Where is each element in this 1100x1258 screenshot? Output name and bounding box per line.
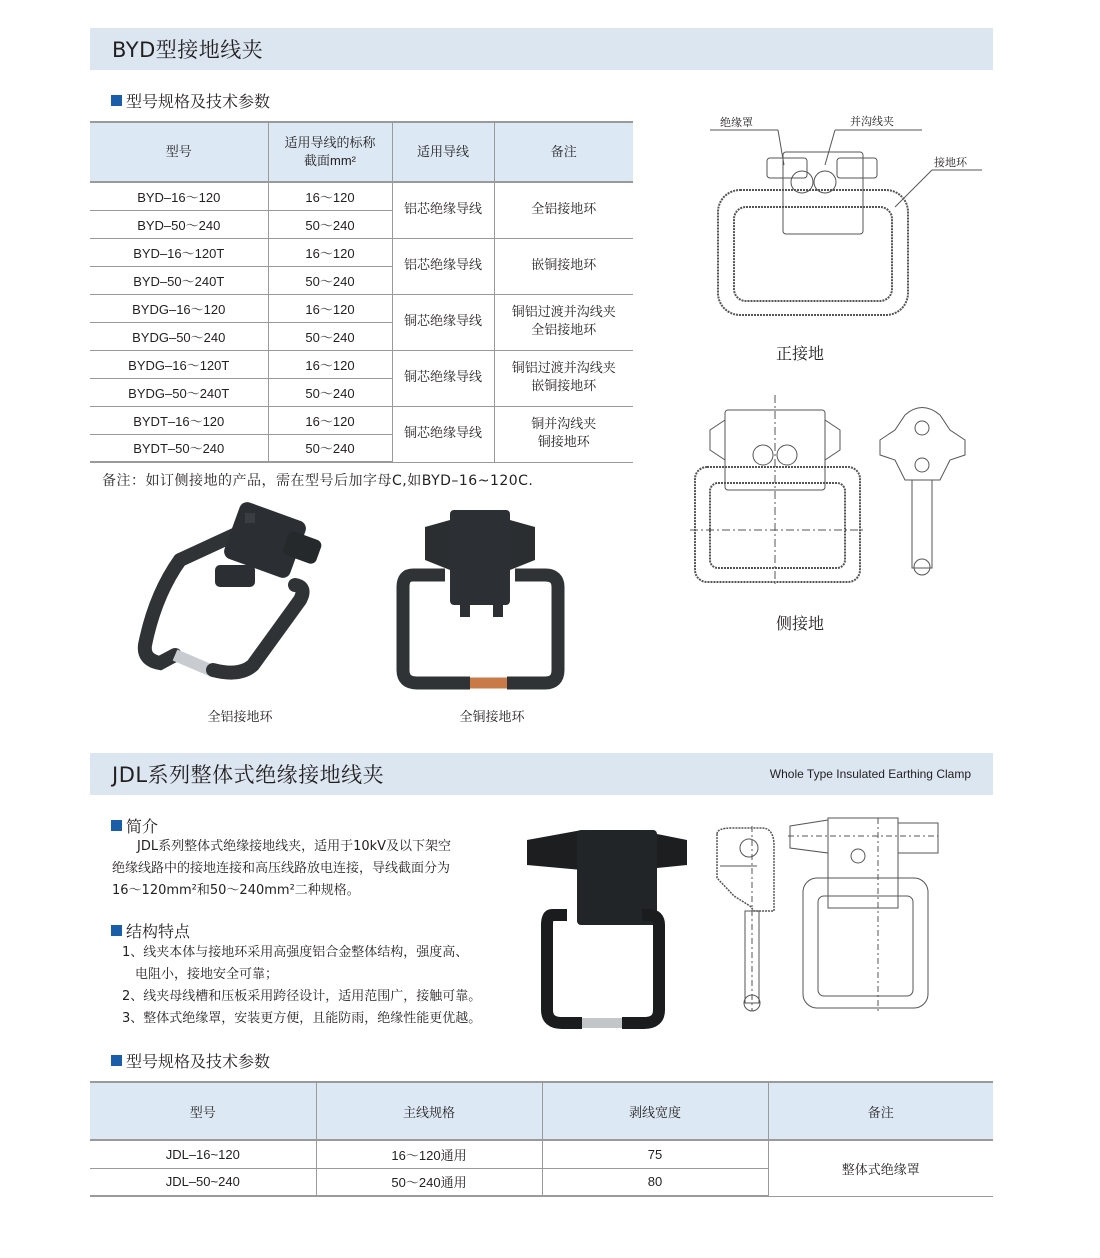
col-header-main-spec: 主线规格 bbox=[316, 1082, 542, 1140]
cell-model: BYDG–50～240T bbox=[90, 378, 268, 406]
remark-line: 嵌铜接地环 bbox=[531, 379, 597, 394]
table-row bbox=[90, 406, 633, 434]
cell-section: 16～120 bbox=[268, 182, 392, 210]
col-header-remark: 备注 bbox=[768, 1082, 993, 1140]
clamp-photo-icon bbox=[145, 500, 323, 673]
cell-model: BYD–16～120 bbox=[90, 182, 268, 210]
jdl-features-heading bbox=[111, 919, 190, 942]
cell-remark bbox=[494, 182, 633, 238]
cell-section: 50～240 bbox=[268, 210, 392, 238]
table-row bbox=[90, 350, 633, 378]
cell-section: 16～120 bbox=[268, 406, 392, 434]
cell-conductor: 铝芯绝缘导线 bbox=[392, 238, 494, 294]
feature-line: 电阻小，接地安全可靠； bbox=[135, 967, 279, 982]
cell-model: BYDG–50～240 bbox=[90, 322, 268, 350]
front-grounding-diagram bbox=[700, 120, 990, 330]
cell-conductor: 铝芯绝缘导线 bbox=[392, 182, 494, 238]
jdl-intro-heading bbox=[111, 814, 158, 837]
cell-section: 16～120 bbox=[268, 238, 392, 266]
cell-conductor: 铜芯绝缘导线 bbox=[392, 406, 494, 462]
feature-line: 3、整体式绝缘罩，安装更方便，且能防雨，绝缘性能更优越。 bbox=[122, 1011, 482, 1026]
jdl-spec-table bbox=[90, 1081, 993, 1197]
cell-main-spec: 50～240通用 bbox=[316, 1168, 542, 1196]
front-grounding-caption: 正接地 bbox=[775, 344, 824, 363]
col-header-section-line2: 截面mm² bbox=[304, 153, 356, 168]
cell-remark bbox=[494, 350, 633, 406]
byd-title: BYD型接地线夹 bbox=[112, 38, 264, 62]
label-insulating-cover: 绝缘罩 bbox=[720, 116, 753, 129]
col-header-section-line1: 适用导线的标称 bbox=[284, 135, 376, 150]
cell-conductor: 铜芯绝缘导线 bbox=[392, 294, 494, 350]
cell-model: JDL–16~120 bbox=[90, 1140, 316, 1168]
cell-section: 50～240 bbox=[268, 266, 392, 294]
photo-aluminium-ring bbox=[135, 505, 335, 685]
clamp-photo-icon bbox=[527, 830, 687, 1023]
jdl-section-drawing bbox=[712, 826, 777, 1011]
jdl-title-bar bbox=[90, 753, 993, 795]
col-header-strip-width: 剥线宽度 bbox=[542, 1082, 768, 1140]
cell-model: BYDG–16～120T bbox=[90, 350, 268, 378]
cell-section: 50～240 bbox=[268, 322, 392, 350]
side-grounding-caption: 侧接地 bbox=[775, 614, 824, 633]
intro-line: 16～120mm²和50～240mm²二种规格。 bbox=[112, 883, 360, 898]
feature-line: 1、线夹本体与接地环采用高强度铝合金整体结构，强度高、 bbox=[122, 945, 469, 960]
byd-spec-heading-text: 型号规格及技术参数 bbox=[126, 92, 271, 111]
col-header-conductor: 适用导线 bbox=[392, 122, 494, 182]
label-grounding-ring: 接地环 bbox=[934, 156, 967, 169]
cell-model: JDL–50~240 bbox=[90, 1168, 316, 1196]
feature-line: 2、线夹母线槽和压板采用跨径设计，适用范围广，接触可靠。 bbox=[122, 989, 482, 1004]
cell-model: BYDT–16～120 bbox=[90, 406, 268, 434]
photo-copper-ring bbox=[395, 505, 575, 690]
byd-spec-table bbox=[90, 121, 633, 463]
photo-copper-caption: 全铜接地环 bbox=[459, 710, 525, 725]
cell-conductor: 铜芯绝缘导线 bbox=[392, 350, 494, 406]
jdl-subtitle-en: Whole Type Insulated Earthing Clamp bbox=[769, 767, 971, 781]
table-row bbox=[90, 294, 633, 322]
remark-line: 嵌铜接地环 bbox=[531, 258, 597, 273]
col-header-remark: 备注 bbox=[494, 122, 633, 182]
remark-line: 全铝接地环 bbox=[531, 202, 597, 218]
cell-section: 50～240 bbox=[268, 378, 392, 406]
label-parallel-groove-clamp: 并沟线夹 bbox=[850, 115, 894, 128]
jdl-spec-heading bbox=[111, 1049, 270, 1072]
col-header-section bbox=[268, 122, 392, 182]
photo-aluminium-caption: 全铝接地环 bbox=[207, 710, 273, 725]
cell-section: 50～240 bbox=[268, 434, 392, 462]
cell-main-spec: 16～120通用 bbox=[316, 1140, 542, 1168]
col-header-model: 型号 bbox=[90, 1082, 316, 1140]
bullet-square-icon bbox=[111, 925, 122, 936]
table-header-row bbox=[90, 1082, 993, 1140]
cell-model: BYD–16～120T bbox=[90, 238, 268, 266]
jdl-front-drawing bbox=[788, 818, 938, 1013]
col-header-model: 型号 bbox=[90, 122, 268, 182]
cell-section: 16～120 bbox=[268, 294, 392, 322]
intro-line: JDL系列整体式绝缘接地线夹，适用于10kV及以下架空 bbox=[137, 839, 452, 854]
cell-strip-width: 75 bbox=[542, 1140, 768, 1168]
jdl-intro-text bbox=[112, 836, 451, 902]
bullet-square-icon bbox=[111, 95, 122, 106]
table-row bbox=[90, 238, 633, 266]
jdl-features-list bbox=[122, 942, 481, 1030]
bullet-square-icon bbox=[111, 820, 122, 831]
cell-remark bbox=[494, 294, 633, 350]
jdl-features-heading-text: 结构特点 bbox=[126, 922, 191, 941]
table-row bbox=[90, 1140, 993, 1168]
cell-model: BYD–50～240 bbox=[90, 210, 268, 238]
intro-line: 绝缘线路中的接地连接和高压线路放电连接，导线截面分为 bbox=[112, 861, 451, 876]
remark-line: 铜铝过渡并沟线夹 bbox=[511, 305, 616, 320]
table-row bbox=[90, 182, 633, 210]
remark-line: 铜并沟线夹 bbox=[531, 417, 597, 432]
cell-model: BYDT–50～240 bbox=[90, 434, 268, 462]
cell-remark bbox=[494, 238, 633, 294]
remark-line: 全铝接地环 bbox=[531, 323, 597, 338]
jdl-spec-heading-text: 型号规格及技术参数 bbox=[126, 1052, 271, 1071]
cell-model: BYDG–16～120 bbox=[90, 294, 268, 322]
cell-remark: 整体式绝缘罩 bbox=[768, 1140, 993, 1196]
byd-spec-heading bbox=[111, 89, 270, 112]
table-header-row bbox=[90, 122, 633, 182]
jdl-product-photo bbox=[522, 825, 687, 1030]
cell-remark bbox=[494, 406, 633, 462]
clamp-photo-icon bbox=[403, 510, 558, 683]
bullet-square-icon bbox=[111, 1055, 122, 1066]
cell-section: 16～120 bbox=[268, 350, 392, 378]
jdl-intro-heading-text: 简介 bbox=[126, 817, 159, 836]
side-grounding-diagram bbox=[690, 395, 980, 585]
remark-line: 铜接地环 bbox=[537, 435, 590, 450]
cell-model: BYD–50～240T bbox=[90, 266, 268, 294]
jdl-title: JDL系列整体式绝缘接地线夹 bbox=[112, 763, 385, 787]
byd-title-bar bbox=[90, 28, 993, 70]
byd-order-note: 备注：如订侧接地的产品，需在型号后加字母C,如BYD–16~120C. bbox=[102, 473, 534, 489]
remark-line: 铜铝过渡并沟线夹 bbox=[511, 361, 616, 376]
cell-strip-width: 80 bbox=[542, 1168, 768, 1196]
